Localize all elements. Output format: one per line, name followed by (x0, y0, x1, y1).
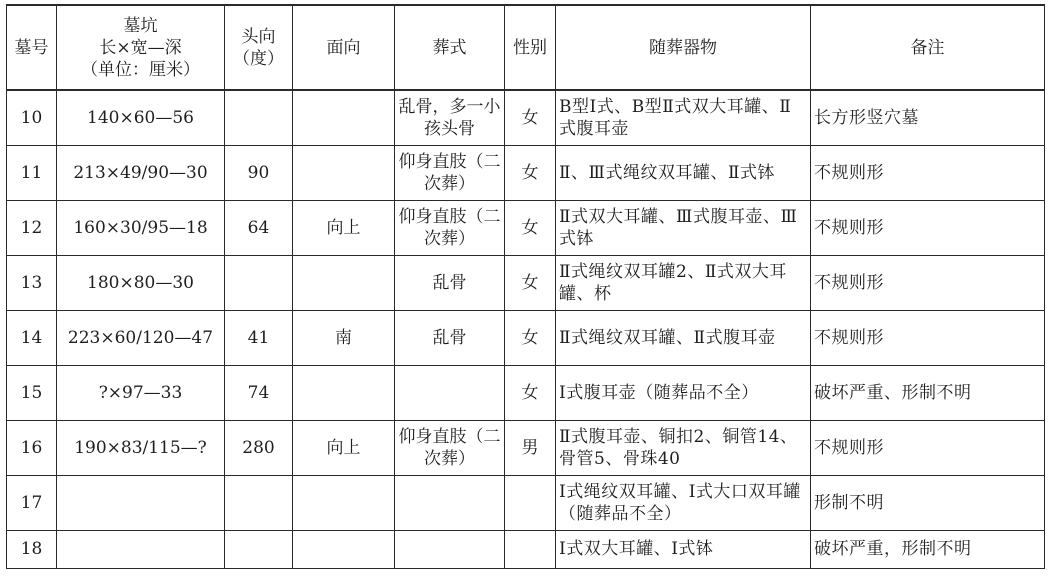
cell-face-direction (293, 145, 395, 200)
cell-pit-dimensions: 180×80—30 (57, 255, 225, 310)
cell-face-direction: 向上 (293, 200, 395, 255)
cell-face-direction: 向上 (293, 420, 395, 475)
table-row (7, 420, 1045, 475)
cell-grave-goods: Ⅱ式绳纹双耳罐、Ⅱ式腹耳壶 (556, 310, 811, 365)
cell-remarks: 形制不明 (811, 475, 1045, 530)
header-tomb-number: 墓号 (7, 5, 57, 90)
cell-remarks: 不规则形 (811, 145, 1045, 200)
cell-tomb-number: 17 (7, 475, 57, 530)
cell-grave-goods: Ⅱ式双大耳罐、Ⅲ式腹耳壶、Ⅲ式钵 (556, 200, 811, 255)
cell-sex (505, 530, 556, 568)
header-row (7, 5, 1045, 90)
header-head-direction (225, 5, 293, 90)
cell-head-direction (225, 90, 293, 145)
cell-pit-dimensions: 223×60/120—47 (57, 310, 225, 365)
cell-tomb-number: 14 (7, 310, 57, 365)
cell-burial-type (395, 530, 505, 568)
cell-burial-type: 乱骨 (395, 255, 505, 310)
cell-grave-goods: Ⅰ式双大耳罐、Ⅰ式钵 (556, 530, 811, 568)
cell-head-direction: 74 (225, 365, 293, 420)
table-row (7, 200, 1045, 255)
header-pit-dimensions (57, 5, 225, 90)
cell-tomb-number: 15 (7, 365, 57, 420)
cell-burial-type: 乱骨 (395, 310, 505, 365)
cell-sex: 男 (505, 420, 556, 475)
cell-grave-goods: Ⅰ式绳纹双耳罐、Ⅰ式大口双耳罐（随葬品不全） (556, 475, 811, 530)
cell-pit-dimensions: 213×49/90—30 (57, 145, 225, 200)
cell-face-direction (293, 530, 395, 568)
header-pit-line1: 墓坑 (123, 15, 158, 36)
cell-head-direction (225, 530, 293, 568)
header-head-line2: （度） (233, 48, 284, 69)
cell-tomb-number: 13 (7, 255, 57, 310)
cell-face-direction (293, 255, 395, 310)
cell-remarks: 不规则形 (811, 200, 1045, 255)
cell-pit-dimensions: ?×97—33 (57, 365, 225, 420)
table-row (7, 90, 1045, 145)
cell-head-direction (225, 475, 293, 530)
cell-remarks: 长方形竖穴墓 (811, 90, 1045, 145)
cell-sex: 女 (505, 310, 556, 365)
header-burial-type: 葬式 (395, 5, 505, 90)
cell-remarks: 破坏严重、形制不明 (811, 365, 1045, 420)
cell-sex: 女 (505, 365, 556, 420)
cell-head-direction: 280 (225, 420, 293, 475)
cell-tomb-number: 10 (7, 90, 57, 145)
cell-remarks: 不规则形 (811, 255, 1045, 310)
cell-head-direction (225, 255, 293, 310)
cell-pit-dimensions (57, 530, 225, 568)
header-remarks: 备注 (811, 5, 1045, 90)
cell-sex: 女 (505, 255, 556, 310)
cell-pit-dimensions: 140×60—56 (57, 90, 225, 145)
cell-remarks: 不规则形 (811, 310, 1045, 365)
cell-face-direction (293, 475, 395, 530)
cell-sex: 女 (505, 200, 556, 255)
cell-burial-type (395, 365, 505, 420)
cell-sex (505, 475, 556, 530)
table-row (7, 475, 1045, 530)
cell-remarks: 不规则形 (811, 420, 1045, 475)
tomb-table-sheet (6, 4, 1044, 569)
cell-grave-goods: B型Ⅰ式、B型Ⅱ式双大耳罐、Ⅱ式腹耳壶 (556, 90, 811, 145)
cell-pit-dimensions (57, 475, 225, 530)
cell-head-direction: 90 (225, 145, 293, 200)
table-row (7, 530, 1045, 568)
header-sex: 性别 (505, 5, 556, 90)
cell-pit-dimensions: 190×83/115—? (57, 420, 225, 475)
cell-burial-type: 仰身直肢（二次葬） (395, 200, 505, 255)
cell-grave-goods: Ⅱ式绳纹双耳罐2、Ⅱ式双大耳罐、杯 (556, 255, 811, 310)
header-face-direction: 面向 (293, 5, 395, 90)
cell-tomb-number: 16 (7, 420, 57, 475)
cell-face-direction (293, 90, 395, 145)
cell-sex: 女 (505, 145, 556, 200)
table-row (7, 145, 1045, 200)
cell-grave-goods: Ⅱ、Ⅲ式绳纹双耳罐、Ⅱ式钵 (556, 145, 811, 200)
table-row (7, 310, 1045, 365)
cell-head-direction: 64 (225, 200, 293, 255)
header-head-line1: 头向 (241, 26, 276, 47)
cell-pit-dimensions: 160×30/95—18 (57, 200, 225, 255)
tomb-table (6, 4, 1045, 569)
cell-tomb-number: 11 (7, 145, 57, 200)
cell-tomb-number: 18 (7, 530, 57, 568)
cell-face-direction: 南 (293, 310, 395, 365)
header-pit-line3: （单位：厘米） (81, 59, 200, 80)
cell-tomb-number: 12 (7, 200, 57, 255)
cell-remarks: 破坏严重，形制不明 (811, 530, 1045, 568)
table-row (7, 255, 1045, 310)
cell-burial-type (395, 475, 505, 530)
cell-sex: 女 (505, 90, 556, 145)
cell-grave-goods: Ⅱ式腹耳壶、铜扣2、铜管14、骨管5、骨珠40 (556, 420, 811, 475)
cell-burial-type: 乱骨，多一小孩头骨 (395, 90, 505, 145)
cell-burial-type: 仰身直肢（二次葬） (395, 420, 505, 475)
header-grave-goods: 随葬器物 (556, 5, 811, 90)
header-pit-line2: 长×宽—深 (99, 37, 182, 58)
cell-head-direction: 41 (225, 310, 293, 365)
cell-grave-goods: Ⅰ式腹耳壶（随葬品不全） (556, 365, 811, 420)
table-row (7, 365, 1045, 420)
cell-face-direction (293, 365, 395, 420)
cell-burial-type: 仰身直肢（二次葬） (395, 145, 505, 200)
